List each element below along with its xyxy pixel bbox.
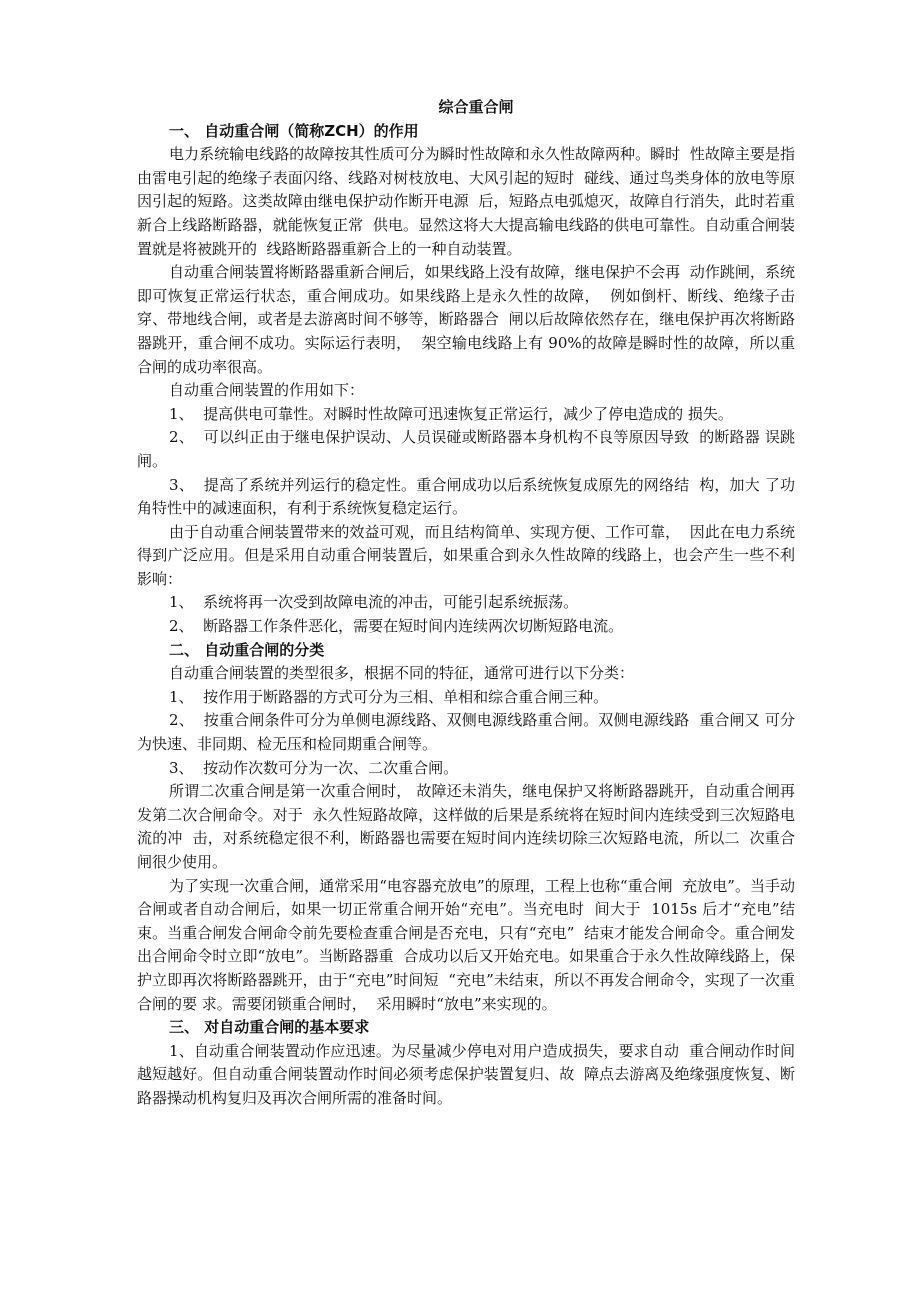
paragraph: 为了实现一次重合闸，通常采用“电容器充放电”的原理，工程上也称“重合闸 充放电”。当手动合闸或者自动合闸后，如果一切正常重合闸开始“充电”。当充电时 间大于 1015s 后才“充电”结束。当重合闸发合闸命令前先要检查重合闸是否充电，只有“充电” 结束才能发合闸命令。重合闸发出合闸命令时立即“放电”。当断路器重 合成功以后又开始充电。如果重合于永久性故障线路上，保护立即再次将断路器跳开，由于“充电”时间短 “充电”未结束，所以不再发合闸命令，实现了一次重合闸的要 求。需要闭锁重合闸时， 采用瞬时“放电”来实现的。 — [137, 876, 795, 1013]
paragraph: 所谓二次重合闸是第一次重合闸时， 故障还未消失，继电保护又将断路器跳开，自动重合闸再发第二次合闸命令。对于 永久性短路故障，这样做的后果是系统将在短时间内连续受到三次短路电流的冲 击，对系统稳定很不利，断路器也需要在短时间内连续切除三次短路电流，所以二 次重合闸很少使用。 — [137, 782, 795, 871]
paragraph: 1、自动重合闸装置动作应迅速。为尽量减少停电对用户造成损失，要求自动 重合闸动作时间越短越好。但自动重合闸装置动作时间必须考虑保护装置复归、故 障点去游离及绝缘强度恢复、断路器操动机构复归及再次合闸所需的准备时间。 — [137, 1041, 795, 1107]
list-item: 1、 提高供电可靠性。对瞬时性故障可迅速恢复正常运行，减少了停电造成的 损失。 — [169, 404, 733, 423]
list-item: 3、 按动作次数可分为一次、二次重合闸。 — [169, 758, 459, 777]
paragraph: 电力系统输电线路的故障按其性质可分为瞬时性故障和永久性故障两种。瞬时 性故障主要是指由雷电引起的绝缘子表面闪络、线路对树枝放电、大风引起的短时 碰线、通过鸟类身体的放电等原因引起的短路。这类故障由继电保护动作断开电源 后，短路点电弧熄灭，故障自行消失，此时若重新合上线路断路器，就能恢复正常 供电。显然这将大大提高输电线路的供电可靠性。自动重合闸装置就是将被跳开的 线路断路器重新合上的一种自动装置。 — [137, 145, 795, 258]
list-item: 3、 提高了系统并列运行的稳定性。重合闸成功以后系统恢复成原先的网络结 构，加大 了功角特性中的减速面积，有利于系统恢复稳定运行。 — [137, 475, 795, 518]
paragraph: 自动重合闸装置的类型很多，根据不同的特征，通常可进行以下分类： — [169, 664, 635, 683]
paragraph: 由于自动重合闸装置带来的效益可观，而且结构简单、实现方便、工作可靠， 因此在电力系统得到广泛应用。但是采用自动重合闸装置后，如果重合到永久性故障的线路上，也会产生一些不利影响： — [137, 522, 795, 588]
list-item: 2、 按重合闸条件可分为单侧电源线路、双侧电源线路重合闸。双侧电源线路 重合闸又 可分为快速、非同期、检无压和检同期重合闸等。 — [137, 711, 795, 754]
section-heading: 二、 自动重合闸的分类 — [169, 640, 325, 659]
paragraph: 自动重合闸装置将断路器重新合闸后，如果线路上没有故障，继电保护不会再 动作跳闸，系统即可恢复正常运行状态，重合闸成功。如果线路上是永久性的故障， 例如倒杆、断线、绝缘子击穿、带地线合闸，或者是去游离时间不够等，断路器合 闸以后故障依然存在，继电保护再次将断路器跳开，重合闸不成功。实际运行表明， 架空输电线路上有 90%的故障是瞬时性的故障，所以重合闸的成功率很高。 — [137, 263, 795, 376]
list-item: 2、 可以纠正由于继电保护误动、人员误碰或断路器本身机构不良等原因导致 的断路器 误跳闸。 — [137, 428, 795, 470]
paragraph: 自动重合闸装置的作用如下： — [169, 381, 365, 400]
list-item: 1、 系统将再一次受到故障电流的冲击，可能引起系统振荡。 — [169, 593, 579, 612]
document-title: 综合重合闸 — [438, 98, 514, 116]
document-body — [137, 120, 795, 1111]
list-item: 1、 按作用于断路器的方式可分为三相、单相和综合重合闸三种。 — [169, 687, 609, 706]
section-heading: 一、 自动重合闸（简称ZCH）的作用 — [169, 121, 419, 140]
list-item: 2、 断路器工作条件恶化，需要在短时间内连续两次切断短路电流。 — [169, 617, 624, 636]
section-heading: 三、 对自动重合闸的基本要求 — [169, 1018, 370, 1037]
document-page — [137, 96, 795, 1111]
